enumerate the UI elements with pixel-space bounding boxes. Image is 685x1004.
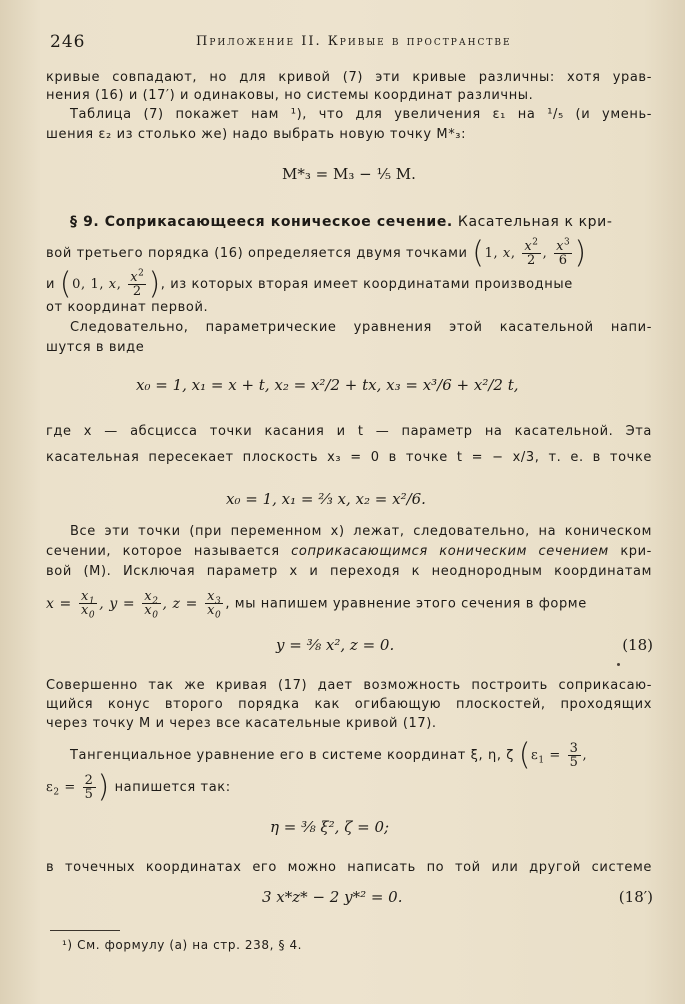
text-line	[46, 737, 652, 773]
text-line: шения ε₂ из столько же) надо выбрать новую точку M*₃:	[46, 127, 467, 142]
text-line: в точечных координатах его можно написать по той или другой системе	[46, 860, 652, 875]
formula-point: x₀ = 1, x₁ = ⅔ x, x₂ = x²/6.	[226, 490, 426, 508]
section-heading: § 9. Соприкасающееся коническое сечение.	[70, 214, 453, 230]
text-line	[46, 544, 652, 560]
text-line: Таблица (7) покажет нам ¹), что для увеличения ε₁ на ¹/₅ (и умень-	[70, 107, 652, 122]
running-head: Приложение II. Кривые в пространстве	[196, 34, 512, 49]
formula-m3: M*₃ = M₃ − ⅕ M.	[282, 165, 416, 183]
text-line	[46, 266, 652, 302]
text-line: где x — абсцисса точки касания и t — параметр на касательной. Эта	[46, 424, 652, 439]
text-line: через точку M и через все касательные кривой (17).	[46, 716, 437, 731]
text-line: щийся конус второго порядка как огибающую плоскостей, проходящих	[46, 697, 652, 712]
text-span: напишется так:	[114, 780, 231, 795]
text-line	[46, 769, 652, 805]
footnote-rule	[50, 930, 120, 931]
epsilon-2-value: $\varepsilon_2$ = $\frac{2}{5}$	[46, 773, 94, 802]
text-span: сечении, которое называется	[46, 544, 292, 559]
text-line: Совершенно так же кривая (17) дает возможность построить соприкасаю-	[46, 678, 652, 693]
paren-close: )	[148, 266, 161, 302]
text-line: от координат первой.	[46, 300, 209, 315]
text-line: шутся в виде	[46, 340, 145, 355]
point-2: 0, 1, x, $\frac{x^2}{2}$	[72, 268, 145, 299]
term-osculating-conic: соприкасающимся коническим сечением	[291, 544, 609, 559]
text-span: вой третьего порядка (16) определяется двумя точками	[46, 246, 468, 261]
text-line: кривые совпадают, но для кривой (7) эти кривые различны: хотя урав-	[46, 70, 652, 85]
point-1: 1, x, $\frac{x^2}{2}$ , $\frac{x^3}{6}$	[484, 237, 571, 268]
print-speck	[617, 663, 620, 666]
text-line: Все эти точки (при переменном x) лежат, следовательно, на коническом	[70, 524, 652, 539]
text-span: , из которых вторая имеет координатами производные	[160, 277, 573, 292]
text-line	[46, 589, 652, 621]
text-line: касательная пересекает плоскость x₃ = 0 в точке t = − x/3, т. е. в точке	[46, 450, 652, 465]
formula-tangential: η = ⅜ ξ², ζ = 0;	[270, 818, 390, 836]
text-span: Тангенциальное уравнение его в системе координат ξ, η, ζ	[70, 748, 514, 763]
formula-param: x₀ = 1, x₁ = x + t, x₂ = x²/2 + tx, x₃ = x³/6 + x²/2 t,	[136, 376, 519, 394]
paren-close: )	[97, 769, 110, 805]
formula-18: y = ⅜ x², z = 0.	[276, 636, 395, 654]
paren-close: )	[574, 235, 587, 271]
page-number: 246	[50, 32, 86, 52]
text-line: Следовательно, параметрические уравнения этой касательной напи-	[70, 320, 652, 335]
paren-open: (	[472, 235, 485, 271]
text-line: вой (M). Исключая параметр x и переходя к неоднородным координатам	[46, 564, 652, 579]
inhomogeneous-coords: x = $\frac{x_1}{x_0}$ , y = $\frac{x_2}{x_0}$ , z = $\frac{x_3}{x_0}$	[46, 589, 222, 621]
text-span: Касательная к кри-	[457, 214, 613, 230]
text-line	[46, 235, 652, 271]
equation-number-18-prime: (18′)	[618, 888, 653, 906]
paren-open: (	[518, 737, 532, 773]
epsilon-1-value: $\varepsilon_1$ = $\frac{3}{5}$ ,	[531, 741, 588, 770]
text-span: и	[46, 277, 56, 292]
footnote: ¹) См. формулу (a) на стр. 238, § 4.	[62, 938, 303, 952]
text-line: нения (16) и (17′) и одинаковы, но системы координат различны.	[46, 88, 534, 103]
text-span: , мы напишем уравнение этого сечения в форме	[225, 596, 587, 612]
page-header	[50, 32, 650, 54]
text-span: кри-	[608, 544, 652, 559]
paren-open: (	[59, 266, 73, 302]
formula-18-prime: 3 x*z* − 2 y*² = 0.	[262, 888, 403, 906]
equation-number-18: (18)	[622, 636, 653, 654]
section-heading-line	[46, 214, 652, 230]
